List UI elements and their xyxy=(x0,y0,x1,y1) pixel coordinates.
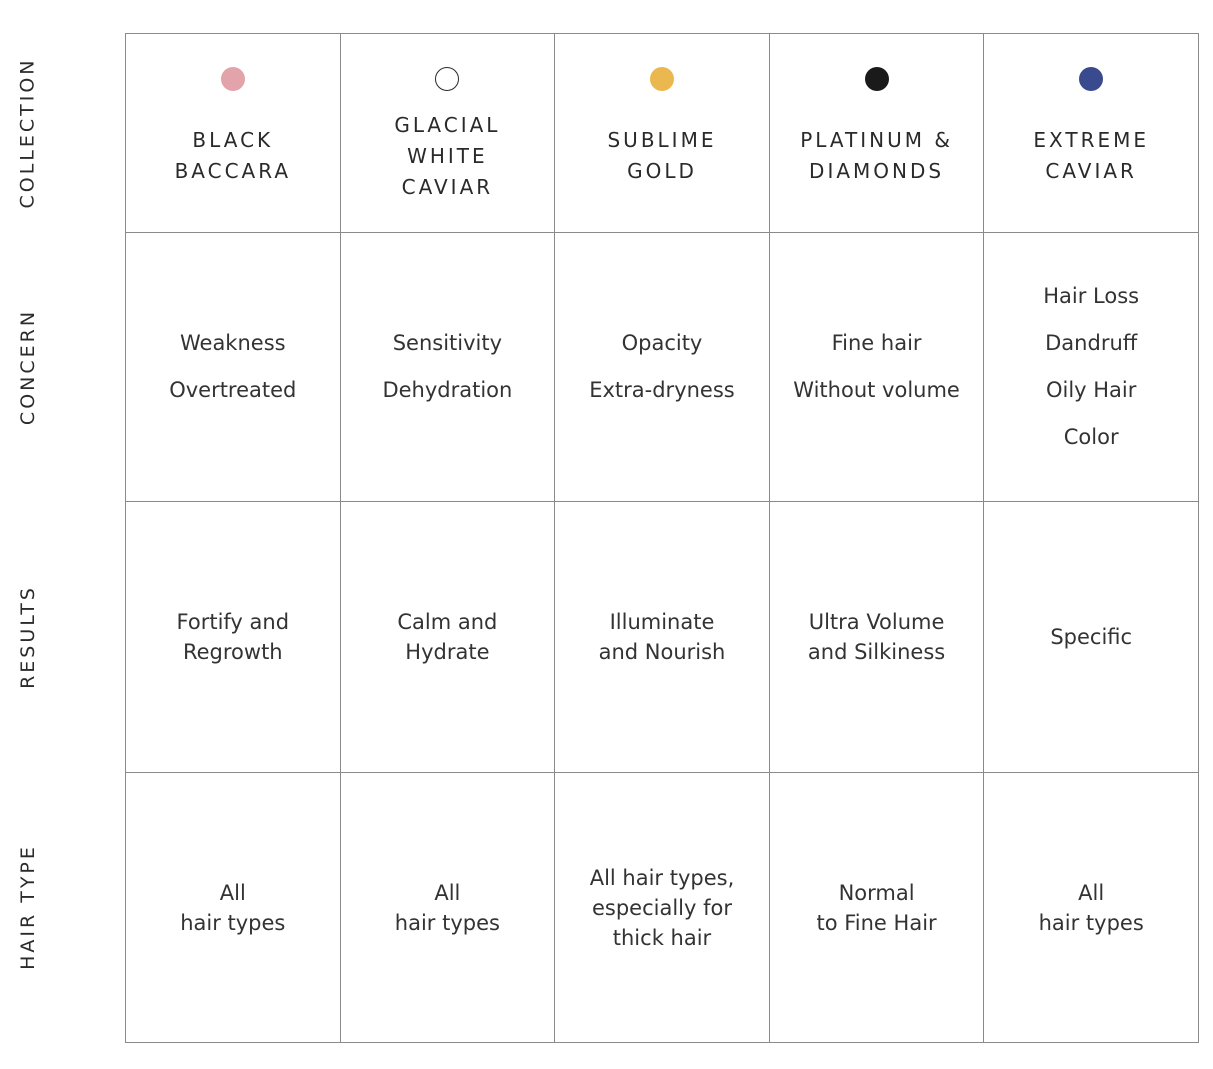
concern-item: Opacity xyxy=(621,331,703,355)
hair-type-row xyxy=(126,773,1199,1043)
collection-name xyxy=(349,91,547,221)
row-label-results xyxy=(0,501,56,772)
concern-cell xyxy=(555,233,770,502)
results-line: and Silkiness xyxy=(807,640,946,664)
concern-item: Without volume xyxy=(793,378,960,402)
collection-cell xyxy=(984,34,1199,233)
concern-item: Fine hair xyxy=(831,331,922,355)
results-cell xyxy=(340,502,555,773)
hair-type-line: Normal xyxy=(838,880,915,905)
hair-type-cell xyxy=(984,773,1199,1043)
collection-cell xyxy=(126,34,341,233)
concern-item: Oily Hair xyxy=(1045,378,1137,402)
results-cell xyxy=(126,502,341,773)
concern-cell xyxy=(984,233,1199,502)
results-cell xyxy=(769,502,984,773)
collection-name-line: PLATINUM & xyxy=(800,128,953,152)
collection-cell xyxy=(555,34,770,233)
collection-color-dot xyxy=(865,67,889,91)
collection-color-dot xyxy=(1079,67,1103,91)
hair-type-line: All xyxy=(1078,880,1105,905)
hair-type-text xyxy=(992,878,1190,938)
collection-name-line: GLACIAL xyxy=(394,112,501,137)
collection-name xyxy=(134,91,332,221)
hair-type-text xyxy=(778,878,976,938)
concern-row xyxy=(126,233,1199,502)
results-cell xyxy=(984,502,1199,773)
collection-name-line: BLACK xyxy=(192,128,274,152)
collection-name-line: CAVIAR xyxy=(1045,159,1137,183)
results-row xyxy=(126,502,1199,773)
concern-list xyxy=(563,320,761,414)
concern-list xyxy=(134,320,332,414)
results-line: Ultra Volume xyxy=(808,610,945,634)
row-label-hair-type xyxy=(0,772,56,1042)
results-line: Hydrate xyxy=(405,640,490,664)
results-text xyxy=(778,607,976,667)
concern-item: Dandruff xyxy=(1045,331,1138,355)
results-line: Specific xyxy=(1050,625,1133,649)
hair-type-cell xyxy=(769,773,984,1043)
row-label-collection-text: COLLECTION xyxy=(17,56,40,209)
concern-item: Sensitivity xyxy=(392,331,503,355)
collection-cell xyxy=(340,34,555,233)
row-label-concern-text: CONCERN xyxy=(17,308,39,425)
concern-list xyxy=(778,320,976,414)
hair-type-cell xyxy=(340,773,555,1043)
hair-type-text xyxy=(134,878,332,938)
concern-cell xyxy=(126,233,341,502)
collection-color-dot xyxy=(221,67,245,91)
collection-name-line: BACCARA xyxy=(174,159,292,183)
collection-color-dot xyxy=(435,67,459,91)
hair-type-text xyxy=(349,878,547,938)
results-text xyxy=(134,607,332,667)
collection-name xyxy=(992,91,1190,221)
concern-list xyxy=(992,273,1190,461)
collection-color-dot xyxy=(650,67,674,91)
collection-name xyxy=(563,91,761,221)
results-line: Fortify and xyxy=(176,610,290,634)
concern-item: Weakness xyxy=(179,331,286,355)
collection-name-line: CAVIAR xyxy=(401,174,494,199)
concern-item: Overtreated xyxy=(169,378,297,402)
concern-item: Extra-dryness xyxy=(589,378,735,402)
row-label-concern xyxy=(0,232,56,501)
collection-name-line: GOLD xyxy=(627,159,697,183)
hair-type-text xyxy=(563,863,761,953)
hair-type-line: All hair types, xyxy=(589,865,735,890)
concern-list xyxy=(349,320,547,414)
results-cell xyxy=(555,502,770,773)
collection-name-line: DIAMONDS xyxy=(809,159,945,183)
concern-item: Hair Loss xyxy=(1043,284,1140,308)
collection-name-line: WHITE xyxy=(407,143,488,168)
results-line: Illuminate xyxy=(609,610,715,634)
hair-type-cell xyxy=(555,773,770,1043)
hair-type-line: All xyxy=(434,880,461,905)
concern-item: Dehydration xyxy=(382,378,513,402)
concern-item: Color xyxy=(1063,425,1119,449)
results-line: Calm and xyxy=(397,610,498,634)
row-label-hair-type-text: HAIR TYPE xyxy=(17,844,39,970)
hair-type-line: hair types xyxy=(394,910,500,935)
collection-row xyxy=(126,34,1199,233)
hair-type-line: thick hair xyxy=(612,925,712,950)
hair-type-line: All xyxy=(219,880,246,905)
hair-type-line: to Fine Hair xyxy=(816,910,937,935)
collection-comparison-table xyxy=(125,33,1199,1043)
results-line: and Nourish xyxy=(598,640,726,664)
collection-name-line: EXTREME xyxy=(1033,128,1149,152)
hair-type-line: hair types xyxy=(1038,910,1144,935)
collection-name xyxy=(778,91,976,221)
row-label-results-text: RESULTS xyxy=(17,584,39,689)
row-label-collection xyxy=(0,33,56,232)
hair-type-cell xyxy=(126,773,341,1043)
collection-cell xyxy=(769,34,984,233)
hair-type-line: especially for xyxy=(591,895,732,920)
results-line: Regrowth xyxy=(182,640,283,664)
hair-type-line: hair types xyxy=(180,910,286,935)
concern-cell xyxy=(769,233,984,502)
concern-cell xyxy=(340,233,555,502)
collection-name-line: SUBLIME xyxy=(607,128,717,152)
results-text xyxy=(349,607,547,667)
results-text xyxy=(992,622,1190,652)
results-text xyxy=(563,607,761,667)
